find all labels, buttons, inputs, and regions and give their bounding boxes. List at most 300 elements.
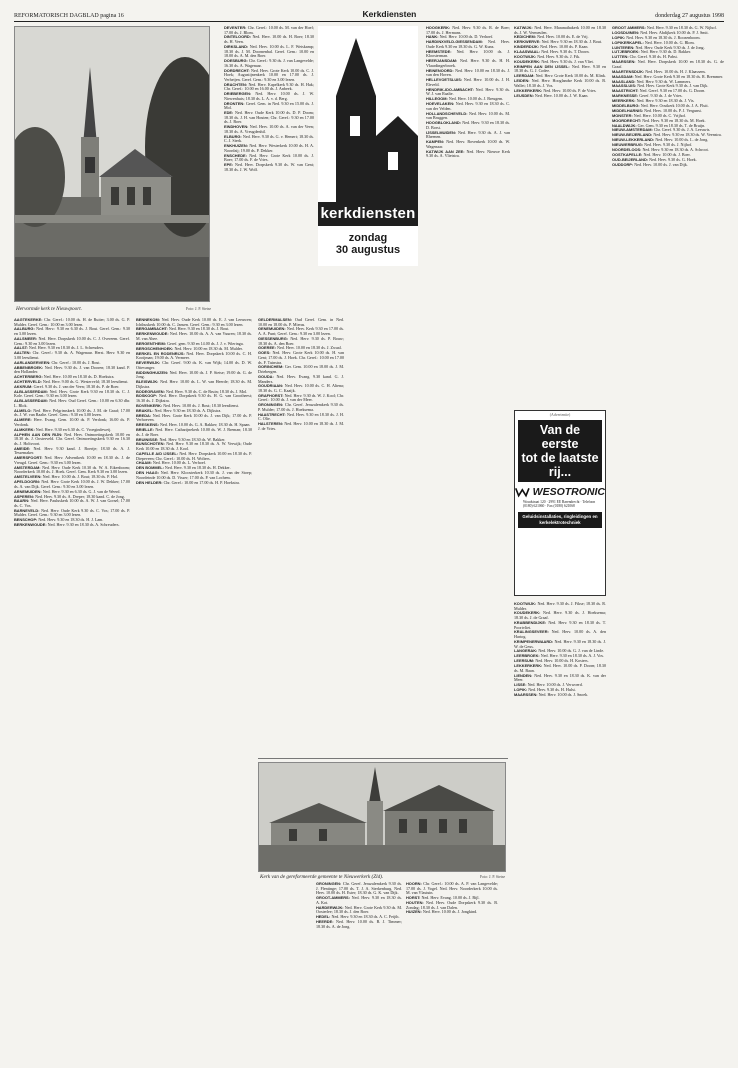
service-details: Ned. Herv. Oude Kerk 9.30 ds. J. de Jong.: [635, 44, 705, 50]
service-details: Ned. Herv. 9.30 en 6.30 ds. G. J. van de Weerd.: [42, 488, 121, 494]
service-details: Ned. Herv. Grote Kerk 9.30 en 18.30 ds. R. Bremmer.: [634, 73, 724, 79]
service-details: Ned. Herv. 9.30 kand. J. Boertje; 18.30 ds. A. J. Tessemaker.: [14, 445, 130, 456]
service-details: Ned. Herv. 9.30 ds. J. Fik.: [537, 54, 581, 60]
church-photo-bottom-illustration: [259, 763, 506, 872]
service-details: Ned. Herv. 10.00 ds. H. J. Klaassens.: [645, 68, 707, 74]
service-place: NIEUW-LEKKERLAND:: [612, 137, 655, 143]
service-place: AALBURG:: [14, 326, 35, 332]
service-place: GOUDRIAAN:: [258, 383, 284, 389]
service-place: DORDRECHT:: [224, 67, 250, 73]
service-place: HOOGBLOKLAND:: [426, 120, 462, 126]
service-place: GOUDA:: [258, 373, 274, 379]
service-details: Ned. Herv. Dorpskerk 9.30 ds. W. van Gent; 18.30 ds. J. W. Wolf.: [224, 162, 314, 172]
service-place: GORINCHEM:: [258, 364, 284, 370]
service-place: HEERDE:: [316, 918, 334, 924]
service-details: Ned. Herv. 10.00 ds. C. H. Altena; 18.30 ds. G. C. Kaaijk.: [258, 383, 344, 393]
service-details: Ned. Herv. 9.30 ds. G. v. Hemert; 18.30 ds. C. J. Sterk.: [224, 133, 314, 144]
service-place: LEKKERKERK:: [514, 663, 543, 669]
service-place: BERGAMBACHT:: [136, 326, 168, 332]
service-place: HEEMSTEDE:: [426, 48, 452, 54]
service-details: Chr. Geref. Jeruzalemkerk 9.30 ds. P. Mulder; 17.00 ds. J. Hoeksema.: [258, 402, 344, 412]
service-place: BODEGRAVEN:: [136, 388, 165, 394]
service-details: Ned. Herv. 9.30 en 18.30 ds. A. J. Vos.: [540, 653, 605, 659]
service-details: Ned. Herv. 9.30 en 18.30 ds. W. Bakker.: [159, 436, 226, 442]
service-details: Chr. Geref. 9.30 ds. H. Pabst.: [629, 54, 678, 60]
service-details: Ned. Herv. 10.00 ds. J. Bout; 18.30 leesdienst.: [163, 402, 240, 408]
service-details: Ned. Herv. 9.30 en 18.30 ds. A. Dijkstra.: [154, 407, 222, 413]
service-details: Geref. 9.30 ds. J. van der Veen; 18.30 ds. P. de Boer.: [33, 383, 120, 389]
service-details: Ned. Herv. 9.30 en 18.30 ds. A. Schroot.: [642, 146, 709, 152]
service-place: DRIEBERGEN:: [224, 91, 252, 97]
service-details: Ned. Herv. 10.00 ds. L. de Jong.: [655, 137, 709, 143]
service-place: MAASSLUIS:: [612, 83, 637, 89]
service-place: MAARSSEN:: [612, 59, 636, 65]
service-entry: [258, 351, 344, 365]
service-details: Ned. Herv. 9.30 ds. A. Dreper; 18.30 kand. C. de Jong.: [35, 493, 125, 499]
service-place: LOOSDUINEN:: [612, 29, 640, 35]
service-details: Ger. Gem. 9.30 en 18.30 ds. T. de Bruijn.: [637, 122, 706, 128]
service-place: ABBENBROEK:: [14, 364, 44, 370]
service-entry: [224, 163, 314, 172]
service-details: Ned. Herv. 9.30 ds. R. de Boer; 17.00 ds. J. Hermans.: [426, 26, 510, 35]
service-details: Ned. Herv. Ontmoetingskerk 10.00 en 18.30 ds. J. Oosterveld. Chr. Geref. Ontmoetingskerk 9.30 en 16.30 ds. J. Holtvoort.: [14, 431, 130, 446]
service-details: Ned. Herv. 10.00 ds. J. Verwoerd.: [527, 682, 583, 688]
service-place: DIRKSLAND:: [224, 43, 249, 49]
service-place: KOOTWIJK:: [514, 54, 537, 60]
service-details: Ned. Herv. 9.30 en 18.30 ds. J. Bout.: [168, 326, 230, 332]
service-place: EPE:: [224, 162, 234, 168]
service-entry: [316, 882, 402, 896]
service-details: Ned. Herv. 9.30 ds. J. Nijhof.: [644, 142, 693, 148]
service-details: Ned. Herv. 10.00 en 18.30 ds. J. van den Hoven.: [426, 67, 510, 78]
service-details: Ned. Herv. 10.00 ds. D. Verhoef.: [439, 34, 494, 40]
service-details: Ned. Herv. 10.00 ds. J. Kloosterman.: [426, 48, 510, 59]
service-details: Ned. Herv. 9.30 ds. G. Hoek.: [649, 156, 697, 162]
service-entry: [406, 910, 498, 915]
service-details: Ned. Herv. Kloosterkerk 10.30 ds. J. van der Stoep; Noordeinde 10.00 ds. D. Visser; 17.00 ds. P. van Lochem.: [136, 470, 252, 480]
service-details: Ned. Herv. Oude Kerk 10.30 ds. W. A. Eikenboom; Noorderkerk 10.00 ds. J. Hoek. Geref. Gem. Kerk 9.30 en 3.00 lezen.: [14, 464, 130, 475]
service-place: KRIMPEN AAN DEN IJSSEL:: [514, 63, 570, 69]
service-details: Ned. Herv. 10.00 en 18.30 ds. D. Hoekstra.: [43, 374, 115, 380]
service-place: AARLANDERVEEN:: [14, 359, 51, 365]
service-place: KEDICHEM:: [514, 34, 537, 40]
column-7: [426, 26, 510, 766]
advert-slogan-line-2: tot de laatste rij...: [521, 451, 599, 479]
service-entry: [224, 69, 314, 83]
service-place: HILLEGOM:: [426, 96, 448, 102]
service-place: KLAASWAAL:: [514, 49, 541, 55]
service-details: Ned. Herv. Pauluskerk 10.00 ds. A. W. J. van Gorsel; 17.00 ds. C. Vos.: [14, 498, 130, 508]
service-place: HOUTEN:: [406, 899, 424, 905]
service-place: AMEIDE:: [14, 445, 31, 451]
service-details: Ned. Herv. 9.30 ds. W. Lammers.: [636, 78, 692, 84]
service-details: Ned. Herv. 9.30 en 18.30 ds. G. W. Nijhof.: [646, 26, 717, 30]
service-details: Ned. Herv. 9.30 ds. J. van Dooren; 18.30 kand. P. den Hollander.: [14, 364, 130, 375]
service-details: Ned. Herv. 10.00 ds. J. Bout; 18.30 ds. P. Hol.: [42, 474, 119, 480]
service-details: Ned. Herv. 9.30 en 6.30 ds. C. Vroegindeweij.: [35, 426, 112, 432]
service-place: KRABBENDIJKE:: [514, 619, 547, 625]
service-place: BREDA:: [136, 412, 152, 418]
service-entry: [224, 111, 314, 125]
service-details: Ned. Herv. 9.30 en 18.30 ds. A. C. Feijth.: [331, 914, 400, 920]
wesotronic-logo-icon: [515, 486, 530, 498]
service-details: Ned. Herv. 10.00 en 18.30 ds. M. Mulder.: [174, 345, 243, 351]
service-details: Ned. Herv. 10.00 ds. B. J. Timmer; 18.30 ds. A. de Jong.: [316, 918, 402, 929]
service-place: HOOGKERK:: [426, 26, 451, 30]
kerkdiensten-box: [318, 26, 418, 266]
service-details: Chr. Geref.: 9.30 ds. J. van Langevelde; 16.30 ds. A. Wagenaar.: [224, 58, 314, 68]
service-details: Ned. Herv. Grote Kerk 10.00 ds. M. Klink.: [535, 73, 606, 79]
service-details: Ned. Herv. 9.30 en 18.30 ds. J. W. de Geus.: [514, 638, 606, 649]
service-place: IJSSELMUIDEN:: [426, 129, 457, 135]
church-spire-silhouette: [318, 26, 418, 202]
service-details: Ned. Herv. 10.00 ds. E. de Vrij.: [537, 34, 589, 40]
column-2: [136, 318, 252, 1048]
service-place: ALMERE:: [14, 417, 32, 423]
service-details: Ned. Herv. 10.00 ds. J. W. Niewenhuis; 18.30 ds. L. A. v. d. Berg.: [224, 91, 314, 101]
column-9: [514, 602, 606, 1048]
service-details: Ned. Herv. 9.30 ds. T. Doorn.: [541, 49, 590, 55]
service-details: Ned. Herv. Oude Dorpskerk 9.30 ds. B. Zondag; 18.30 ds. J. van Dalen.: [406, 899, 498, 910]
service-place: ALBLASSERDAM:: [14, 398, 48, 404]
advert-brand-name: WESOTRONIC: [532, 486, 605, 498]
service-details: Ned. Herv. 10.00 ds. P. Doorn; 18.30 ds. M. Baan.: [514, 663, 606, 673]
service-place: BENSCHOP:: [14, 517, 38, 523]
service-place: HOEVELAKEN:: [426, 101, 455, 107]
service-place: BRIELLE:: [136, 427, 154, 433]
service-details: Ned. Herv. 10.00 ds. P. de Vries.: [543, 87, 597, 93]
service-details: Ned. Herv. 10.00 ds. M. van Bruggen.: [426, 110, 510, 121]
column-5: [316, 882, 402, 1048]
service-place: HARDINXVELD-GIESSENDAM:: [426, 39, 483, 45]
service-place: MAASDAM:: [612, 73, 634, 79]
service-place: AALTEN:: [14, 350, 31, 356]
service-place: MAARTENSDIJK:: [612, 68, 645, 74]
service-details: Ned. Herv. Oude Kerk 10.00 ds. E. J. van Leeuwen; Ichthuskerk 10.00 ds. C. Jansen. Geref. Gem.: 9.30 en 3.00 lezen.: [136, 318, 252, 327]
service-entry: [224, 45, 314, 59]
advert-slogan-line-1: Van de eerste: [539, 423, 581, 451]
service-place: BERGENTHEIM:: [136, 340, 167, 346]
service-details: Ned. Herv. 9.30 en 18.30 ds. J. Roozenboom.: [626, 34, 701, 40]
service-details: Ned. Herv. Abdijkerk 10.00 ds. P. J. Smit.: [640, 29, 709, 35]
service-place: NIEUW-BEIJERLAND:: [612, 132, 653, 138]
service-place: HEERJANSDAM:: [426, 58, 458, 64]
service-place: HORST:: [406, 895, 421, 901]
service-place: AKKRUM:: [14, 383, 33, 389]
service-place: LANGERAK:: [514, 648, 538, 654]
service-details: Ned. Herv. 9.30 ds. D. Bakker.: [640, 49, 692, 55]
service-place: ARNEMUIDEN:: [14, 488, 42, 494]
service-place: APELDOORN:: [14, 479, 41, 485]
service-entry: [136, 481, 252, 486]
service-place: KATWIJK:: [514, 26, 533, 30]
page-date: donderdag 27 augustus 1998: [655, 13, 724, 19]
advert-claim: Geluidsinstallaties, ringleidingen en kerkelektrotechniek: [518, 512, 602, 527]
kerkdiensten-date: 30 augustus: [335, 244, 401, 256]
section-title: Kerkdiensten: [362, 9, 417, 19]
service-entry: [426, 150, 510, 159]
kerkdiensten-day: zondag: [348, 232, 388, 244]
service-place: BENNEKOM:: [136, 318, 160, 322]
service-details: Ned. Herv. 10.00 en 18.30 ds. J. M. J. de Vries.: [258, 421, 344, 431]
service-details: Chr. Geref.: 10.00 ds. M. van der Hoef; 17.00 ds. J. Blom.: [224, 26, 314, 35]
service-details: Ned. Herv. Evang. 9.30 kand. G. J. Manders.: [258, 373, 344, 384]
service-details: Ned. Herv. 9.30 ds. J. van Vliet.: [541, 58, 594, 64]
service-place: GOEREE:: [258, 345, 276, 351]
service-details: Ned. Herv. 9.30 en 18.30 ds. C. van der Velden.: [426, 101, 510, 111]
church-illustration: [15, 27, 210, 302]
church-photo-bottom: [258, 762, 506, 872]
service-place: MAASTRICHT:: [612, 88, 639, 94]
service-details: Chr. Geref.: 10.00 en 17.00 ds. H. P. Hoekstra.: [163, 479, 240, 485]
service-place: MIDDELBURG:: [612, 102, 640, 108]
service-place: BERKENWOUDE:: [136, 331, 169, 337]
service-details: Ned. Herv. Oude Kerk 10.00 ds. D. P. Doom; 18.30 ds. J. H. van Houten; Chr. Geref.: 9.30 en 17.00 ds. J. Boer.: [224, 110, 314, 125]
service-place: DRACHTEN:: [224, 81, 248, 87]
service-place: NAALDWIJK:: [612, 122, 637, 128]
service-details: Ned. Herv. 9.30 en 18.30 ds. K. van der Meer.: [514, 672, 606, 683]
service-details: Ned. Herv. 9.30 en 18.30 ds. M. Hoek.: [642, 117, 706, 123]
service-details: Chr. Geref.: 10.00 ds. A. P. van Langevelde; 17.00 ds. J. Vogel. Ned. Herv. Noorderkerk 10.00 ds. M. van Vlastuin.: [406, 882, 498, 896]
service-details: Ned. Geref. 9.30 en 17.00 ds. G. Doorn.: [639, 88, 706, 94]
service-details: Ger. Gem. 10.00 en 18.00 ds. J. M. Driebergen.: [258, 364, 344, 375]
service-entry: [514, 693, 606, 698]
service-details: Ned. Herv. 10.00 ds. J. Boer.: [643, 151, 691, 157]
service-place: HOLLANDSCHEVELD:: [426, 110, 468, 116]
service-place: HAASTRECHT:: [258, 411, 286, 417]
advert-label: (Advertentie): [549, 413, 571, 417]
service-entry: [316, 920, 402, 929]
service-details: Ned. Herv. 10.00 ds. L. W. van Heerde; 18.30 ds. M. Dijkstra.: [136, 379, 252, 389]
service-details: Ned. Herv. 9.30 ds. W. J. Kool; Chr. Geref.: 10.00 ds. J. van der Meer.: [258, 392, 344, 403]
service-details: Ned. Herv. Dorpskerk 10.00 en 18.30 ds. P. Diepeveen; Chr. Geref.: 10.00 ds. H. Wolters.: [136, 450, 252, 461]
service-place: BOSKOOP:: [136, 393, 158, 399]
service-place: HALSTEREN:: [258, 421, 284, 427]
service-place: LEIDEN:: [514, 78, 530, 84]
page-header: [14, 8, 724, 22]
service-place: CAPELLE A/D IJSSEL:: [136, 450, 179, 456]
service-place: HELLEVOETSLUIS:: [426, 77, 463, 83]
service-details: Ned. Herv. 9.30 en 18.30 ds. J. Vis.: [636, 98, 695, 104]
service-place: KAMPEN:: [426, 139, 445, 145]
service-place: OUDDORP:: [612, 161, 634, 167]
service-place: MAARSSEN:: [514, 691, 538, 697]
service-details: Chr. Geref.: 10.00 ds. H. de Ruiter; 3.00 ds. G. P. Mulder. Geref. Gem.: 10.00 en 3.00 lezen.: [14, 318, 130, 327]
advert-brand: [515, 486, 605, 498]
service-details: Ned. Herv. 9.30 en 18.30 ds. J. Bout.: [541, 39, 603, 45]
service-place: MAASLAND:: [612, 78, 636, 84]
service-details: Ned. Herv. Oud Geref. Gem.: 10.00 en 6.30 dhr. L. Blok.: [14, 398, 130, 408]
service-place: OUD-BEIJERLAND:: [612, 156, 649, 162]
service-details: Ned. Herv. Grote Kerk 10.00 ds. J. van Dijk; 17.00 ds. P. Verhoeven.: [136, 412, 252, 423]
service-details: Chr. Geref. 9.00 ds. K. van Wijk; 14.00 ds. D. W. Ottevanger.: [136, 360, 252, 370]
advert-slogan: [518, 420, 602, 482]
service-details: Chr. Geref.: 10.00 ds. J. Bout.: [51, 359, 101, 365]
service-details: Ned. Herv. 10.00 ds. G. J. van de Linde.: [538, 648, 605, 654]
service-place: HANK:: [426, 34, 439, 40]
service-place: ACHTERVELD:: [14, 379, 42, 385]
service-details: Ned. Herv. Dorpskerk 10.00 ds. C. H. Kooijman; 19.00 ds. A. Vermeer.: [136, 350, 252, 361]
service-place: KINDERDIJK:: [514, 44, 540, 50]
column-divider: [258, 758, 508, 759]
service-details: Ned. Herv. 9.30 ds. C. de Bruin; 18.30 ds. J. Mol.: [165, 388, 248, 394]
service-place: ALMKERK:: [14, 426, 35, 432]
kerkdiensten-heading: kerkdiensten: [318, 202, 418, 226]
service-details: Ned. Herv. Bovenkerk 10.00 ds. W. Wagenaar.: [426, 139, 510, 149]
service-place: LUNTEREN:: [612, 44, 635, 50]
service-place: HOORN:: [406, 882, 422, 886]
service-details: Chr. Geref. 9.30 ds. J. A. Leeuwis.: [653, 127, 711, 133]
service-place: HARDERWIJK:: [316, 904, 344, 910]
service-details: Ned. Herv. 9.30 ds. J. Fikse; 18.30 ds. R. Mulder.: [514, 602, 606, 611]
service-details: Ned. Herv. 10.00 ds. C. Vrijhof.: [633, 112, 687, 118]
service-details: Ned. Herv. 10.00 ds. L. F. Weiskamp; 18.30 ds. J. M. Doornenbal. Geref. Gem.: 10.00 en 18.00 ds. A. M. den Boer.: [224, 43, 314, 59]
service-place: LEERDAM:: [514, 73, 535, 79]
service-place: LEKKERKERK:: [514, 87, 543, 93]
service-place: NOORDELOOS:: [612, 146, 642, 152]
service-place: ASPEREN:: [14, 493, 35, 499]
service-place: AMSTERDAM:: [14, 464, 41, 470]
service-entry: [406, 882, 498, 896]
service-details: Ned. Herv. 9.30 ds. P. Bouw; 18.30 ds. A. den Boer.: [258, 335, 344, 346]
service-details: Ned. Herv. Kerk 9.30 en 17.00 ds. A. A. Punt; Geref. Gem.: 9.30 en 3.00 lezen.: [258, 326, 344, 337]
service-details: Ned. Herv. 9.30 ds. H. Hulst.: [528, 686, 576, 692]
service-place: GRAFHORST:: [258, 392, 284, 398]
service-place: KRIMPENERWAARD:: [514, 638, 554, 644]
service-details: Ned. Herv. 9.30 en 18.30 ds. H. Dekker.: [164, 465, 231, 471]
service-details: Ned. Herv. 9.30 ds. W. J. van Raalte.: [426, 86, 510, 97]
service-entry: [258, 422, 344, 431]
service-details: Ned. Herv. 9.30 en 18.30 ds. J. L. Schreuders.: [28, 345, 105, 351]
service-place: ENKHUIZEN:: [224, 143, 248, 149]
service-place: GRONINGEN:: [258, 402, 284, 408]
service-details: Ned. Herv. 10.00 ds. G. A. Bakker; 18.30 ds. H. Spaan.: [159, 422, 251, 428]
service-details: Ned. Herv. Hooglandse Kerk 10.00 ds. B. Wallet; 18.30 ds. J. Vos.: [514, 78, 606, 88]
service-place: AMSTELVEEN:: [14, 474, 42, 480]
service-place: KOUDEKERK:: [514, 58, 541, 64]
service-details: Ned. Herv. 9.30 en 18.30 ds. J. H. C. Olie.: [258, 411, 344, 422]
service-place: LUTTEN:: [612, 54, 629, 60]
service-place: ALBLASSERDAM:: [14, 388, 48, 394]
column-10: [612, 26, 724, 1048]
service-place: DEN BOMMEL:: [136, 465, 164, 471]
service-details: Ned. Herv. 9.00 ds. G. Westerveld; 18.30 leesdienst.: [42, 379, 129, 385]
service-details: Ned. Herv. 9.30 en 18.30 ds. T. Poortvliet.: [514, 619, 606, 630]
church-photo-top-credit: Foto: J. P. Sietse: [186, 307, 212, 311]
service-place: KOOTWIJK:: [514, 602, 537, 606]
service-place: BERKEL EN RODENRIJS:: [136, 350, 185, 356]
service-place: EDE:: [224, 110, 234, 116]
paper-name: REFORMATORISCH DAGBLAD pagina 16: [14, 13, 124, 19]
service-details: Ned. Herv. Grote Kerk 10.00 ds. J. Boer; 17.00 ds. F. de Vries.: [224, 152, 314, 163]
service-place: BIDDINGHUIZEN:: [136, 369, 169, 375]
column-3: [224, 26, 314, 312]
service-details: Oud Geref. Gem. in Ned. 10.00 en 18.00 ds. P. Mieras.: [258, 318, 344, 327]
service-place: OOSTKAPELLE:: [612, 151, 643, 157]
service-details: Ned. Herv. 9.30 ds. A. J. van Rheenen.: [426, 129, 510, 140]
service-place: HENDRIK-IDO-AMBACHT:: [426, 86, 474, 92]
service-details: Ned. Herv. 10.00 ds. A. den Hartog.: [514, 629, 606, 640]
service-details: Ned. Herv. 9.30 en 18.30 ds. H. J. Lam.: [38, 517, 104, 523]
service-place: BEVERWIJK:: [136, 360, 161, 366]
service-place: MOORDRECHT:: [612, 117, 642, 123]
service-place: GRONINGEN:: [316, 882, 342, 886]
church-photo-top-caption: Hervormde kerk te Nieuwpoort.: [16, 306, 82, 312]
service-details: Ned. Herv. 9.30 en 18.30 ds. D. Borst.: [426, 120, 510, 130]
service-place: AALST:: [14, 345, 28, 351]
service-details: Ned. Herv. 10.00 ds. P. J. Vergunst.: [644, 107, 702, 113]
church-photo-top: [14, 26, 210, 302]
service-details: Ned. Herv. Grote Kerk 10.00 ds. J. W. Dekker; 17.00 ds. A. van Dijk. Geref. Gem.: 9.30 en 3.00 lezen.: [14, 479, 130, 489]
service-details: Ned. Herv.: 9.30 en 6.30 ds. J. Bout. Geref. Gem.: 9.30 en 3.00 lezen.: [14, 326, 130, 337]
service-place: MIDDELHARNIS:: [612, 107, 644, 113]
service-place: GIESSENBURG:: [258, 335, 289, 341]
service-place: ELBURG:: [224, 133, 242, 139]
service-details: Ned. Herv. Dorpskerk 10.00 ds. C. J. Overeem. Geref. Gem.: 9.30 en 3.00 lezen.: [14, 335, 130, 346]
service-details: Ned. Herv. 10.00 ds. H. Kosters.: [535, 658, 589, 664]
service-details: Ned. Herv. Nieuwe Kerk 9.30 ds. A. Vlietstra.: [426, 148, 510, 159]
service-details: Ned. Herv. 9.30 ds. H. H. Vlaardingerbroek.: [426, 58, 510, 68]
service-details: Chr. Geref. Jeruzalemkerk 9.30 ds. J. Flentinge; 17.00 ds. T. J. A. Sterkenburg. Ned. Herv. 10.00 ds. H. Ester; 18.30 ds. G. K. van Dijk.: [316, 882, 402, 896]
column-1: [14, 318, 130, 1048]
service-details: Ned. Herv. Adventkerk 10.00 en 18.30 ds. J. de Vreugd. Geref. Gem.: 9.30 en 3.00 lezen.: [14, 455, 130, 465]
column-4: [258, 318, 344, 758]
service-place: BERGSCHENHOEK:: [136, 345, 174, 351]
service-place: DOESBURG:: [224, 58, 248, 64]
service-place: ALMELO:: [14, 407, 32, 413]
column-6: [406, 882, 498, 1048]
service-place: LISSE:: [514, 682, 527, 688]
service-place: BRESKENS:: [136, 422, 159, 428]
service-place: GROOT AMMERS:: [612, 26, 646, 30]
service-place: BUNSCHOTEN:: [136, 441, 165, 447]
service-place: DEN HAAG:: [136, 470, 159, 476]
service-details: Ned. Herv. Grote Kerk 10.00 ds. H. van Gent; 17.00 ds. J. Hoek. Chr. Geref.: 10.00 en 17.00 ds. F. Tuinstra.: [258, 350, 344, 365]
service-place: KOUDEKERK:: [514, 610, 541, 616]
service-place: GROOT-AMMERS:: [316, 895, 350, 901]
service-details: Ned. Herv. Kapelkerk 9.30 ds. H. Hak; Chr. Geref.: 10.00 en 16.00 ds. J. Anbeek.: [224, 81, 314, 92]
service-place: MONSTER:: [612, 112, 633, 118]
service-entry: [514, 94, 606, 99]
service-details: Ned. Herv. 9.30 en 18.30 ds. G. J. Codee.: [514, 63, 606, 74]
service-details: Geref. gem. 9.30 en 14.00 ds. J. J. v. Wieringa.: [167, 340, 244, 346]
service-place: LOPIKERKAPEL:: [612, 39, 644, 45]
service-details: Ned. Herv. 10.00 ds. A. van der Veen; 18.30 ds. A. Vreugdenhil.: [224, 124, 314, 134]
service-entry: [14, 433, 130, 447]
service-details: Ned. Herv. Maranathakerk 10.00 en 18.30 ds. J. W. Vermeulen.: [514, 26, 606, 35]
service-details: Ned. Herv. 10.00 ds. J. P. Sietse; 19.00 ds. G. de Jong.: [136, 369, 252, 380]
service-details: Ned. Herv. Oostkerk 10.00 ds. J. A. Fluit.: [640, 102, 709, 108]
service-details: Ned. Herv. 9.30 en 18.30 ds. W. Veenstra.: [653, 132, 722, 138]
service-place: DINTELOORD:: [224, 34, 252, 40]
service-entry: [14, 523, 130, 528]
service-place: EINDHOVEN:: [224, 124, 249, 130]
column-8: [514, 26, 606, 406]
service-place: NIEUWERBRUG:: [612, 142, 644, 148]
service-details: Ned. Herv. 10.00 ds. H. Boer; 18.30 ds. H. Veen.: [224, 34, 314, 45]
wesotronic-advert: [514, 410, 606, 596]
service-place: LOPIK:: [612, 34, 626, 40]
service-place: LEUSDEN:: [514, 92, 534, 98]
service-place: BRAKEL:: [136, 407, 154, 413]
service-place: BARNEVELD:: [14, 507, 40, 513]
service-details: Ned. Herv. Grote Kerk 9.30 ds. J. van Dijk.: [637, 83, 709, 89]
service-place: GOES:: [258, 350, 271, 356]
service-details: Ned. Herv. Westerkerk 10.00 ds. H. A. Noordzij; 19.00 ds. P. Dekker.: [224, 143, 314, 153]
service-place: BLEISWIJK:: [136, 379, 159, 385]
service-place: AALSMEER:: [14, 335, 38, 341]
service-place: LEERBROEK:: [514, 653, 540, 659]
